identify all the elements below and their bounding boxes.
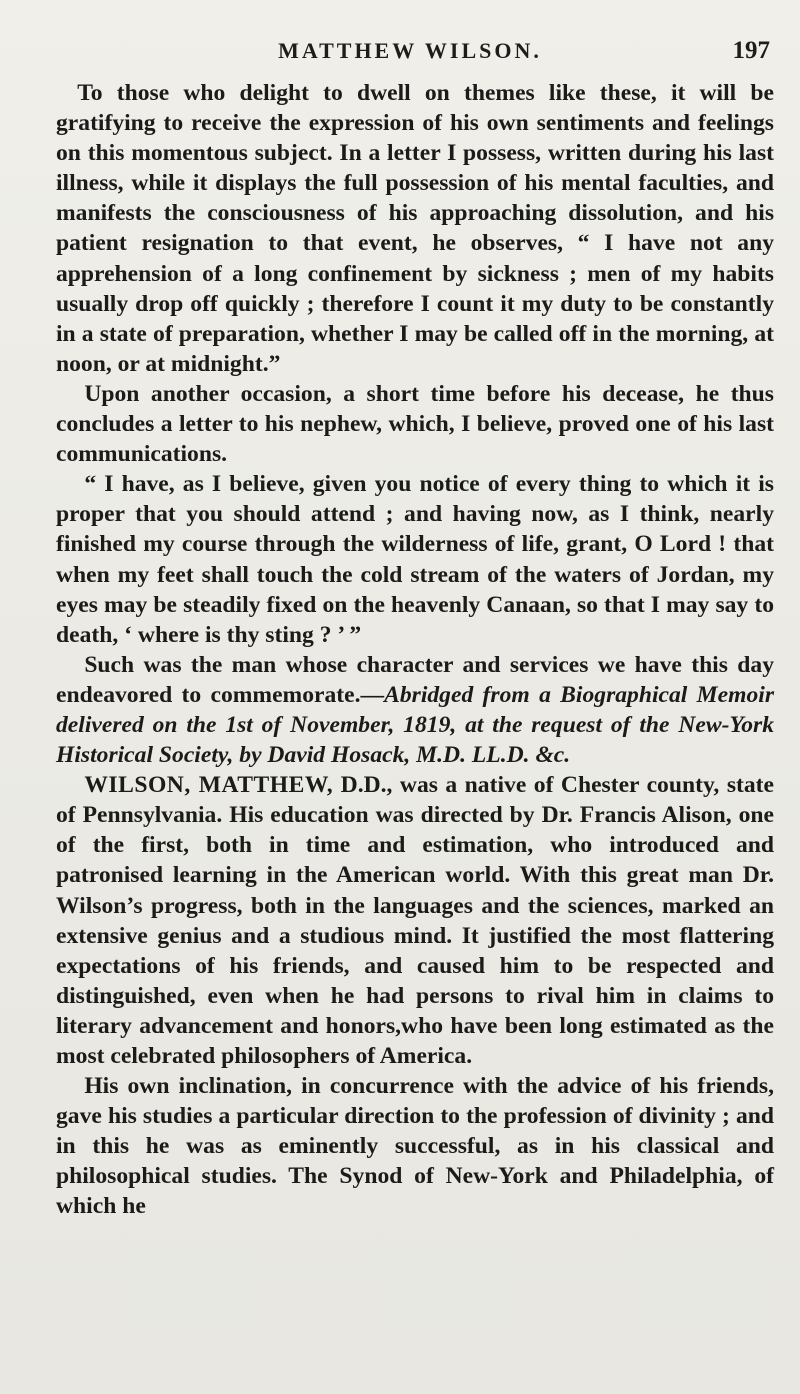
paragraph-with-citation xyxy=(56,650,774,770)
entry-name: WILSON, MATTHEW, xyxy=(84,772,334,799)
running-head xyxy=(50,38,770,68)
running-title: MATTHEW WILSON. xyxy=(278,38,542,63)
biography-entry xyxy=(56,770,774,1071)
paragraph: To those who delight to dwell on themes like these, it will be gratifying to receive the expression of his own sentiments and feelings on this momentous subject. In a letter I possess, written during his last illness, while it displays the full possession of his mental faculties, and manifests the consciousness of his approaching dissolution, and his patient resignation to that event, he observes, “ I have not any apprehension of a long confinement by sickness ; men of my habits usually drop off quickly ; therefore I count it my duty to be constantly in a state of preparation, whether I may be called off in the morning, at noon, or at midnight.” xyxy=(56,80,774,377)
body-text xyxy=(56,78,774,1222)
paragraph: His own inclination, in concurrence with the advice of his friends, gave his studies a particular direction to the profession of divinity ; and in this he was as eminently successful, as in his classical and philosophical studies. The Synod of New-York and Philadelphia, of which he xyxy=(56,1073,774,1220)
quoted-letter: “ I have, as I believe, given you notice of every thing to which it is proper that you should attend ; and having now, as I think, nearly finished my course through the wilderness of life, grant, O Lord ! that when my feet shall touch the cold stream of the waters of Jordan, my eyes may be steadily fixed on the heavenly Canaan, so that I may say to death, ‘ where is thy sting ? ’ ” xyxy=(56,471,774,648)
paragraph: Upon another occasion, a short time before his decease, he thus concludes a letter to his nephew, which, I believe, proved one of his last communications. xyxy=(56,380,774,468)
paragraph-text: Such was the man whose character and services we have this day endeavored to commemorate.— xyxy=(56,651,774,708)
page-number: 197 xyxy=(732,37,770,64)
entry-text: D.D., was a native of Chester county, state of Pennsylvania. His education was directed by Dr. Francis Alison, one of the first, both in time and estimation, who introduced and patronised learning in the American world. With this great man Dr. Wilson’s progress, both in the languages and the sciences, marked an extensive genius and a studious mind. It justified the most flattering expectations of his friends, and caused him to be respected and distinguished, even when he had persons to rival him in claims to literary advancement and honors,who have been long estimated as the most celebrated philosophers of America. xyxy=(56,772,774,1069)
source-citation: Abridged from a Biographical Memoir delivered on the 1st of November, 1819, at the request of the New-York Historical Society, by David Hosack, M.D. LL.D. &c. xyxy=(56,681,774,769)
